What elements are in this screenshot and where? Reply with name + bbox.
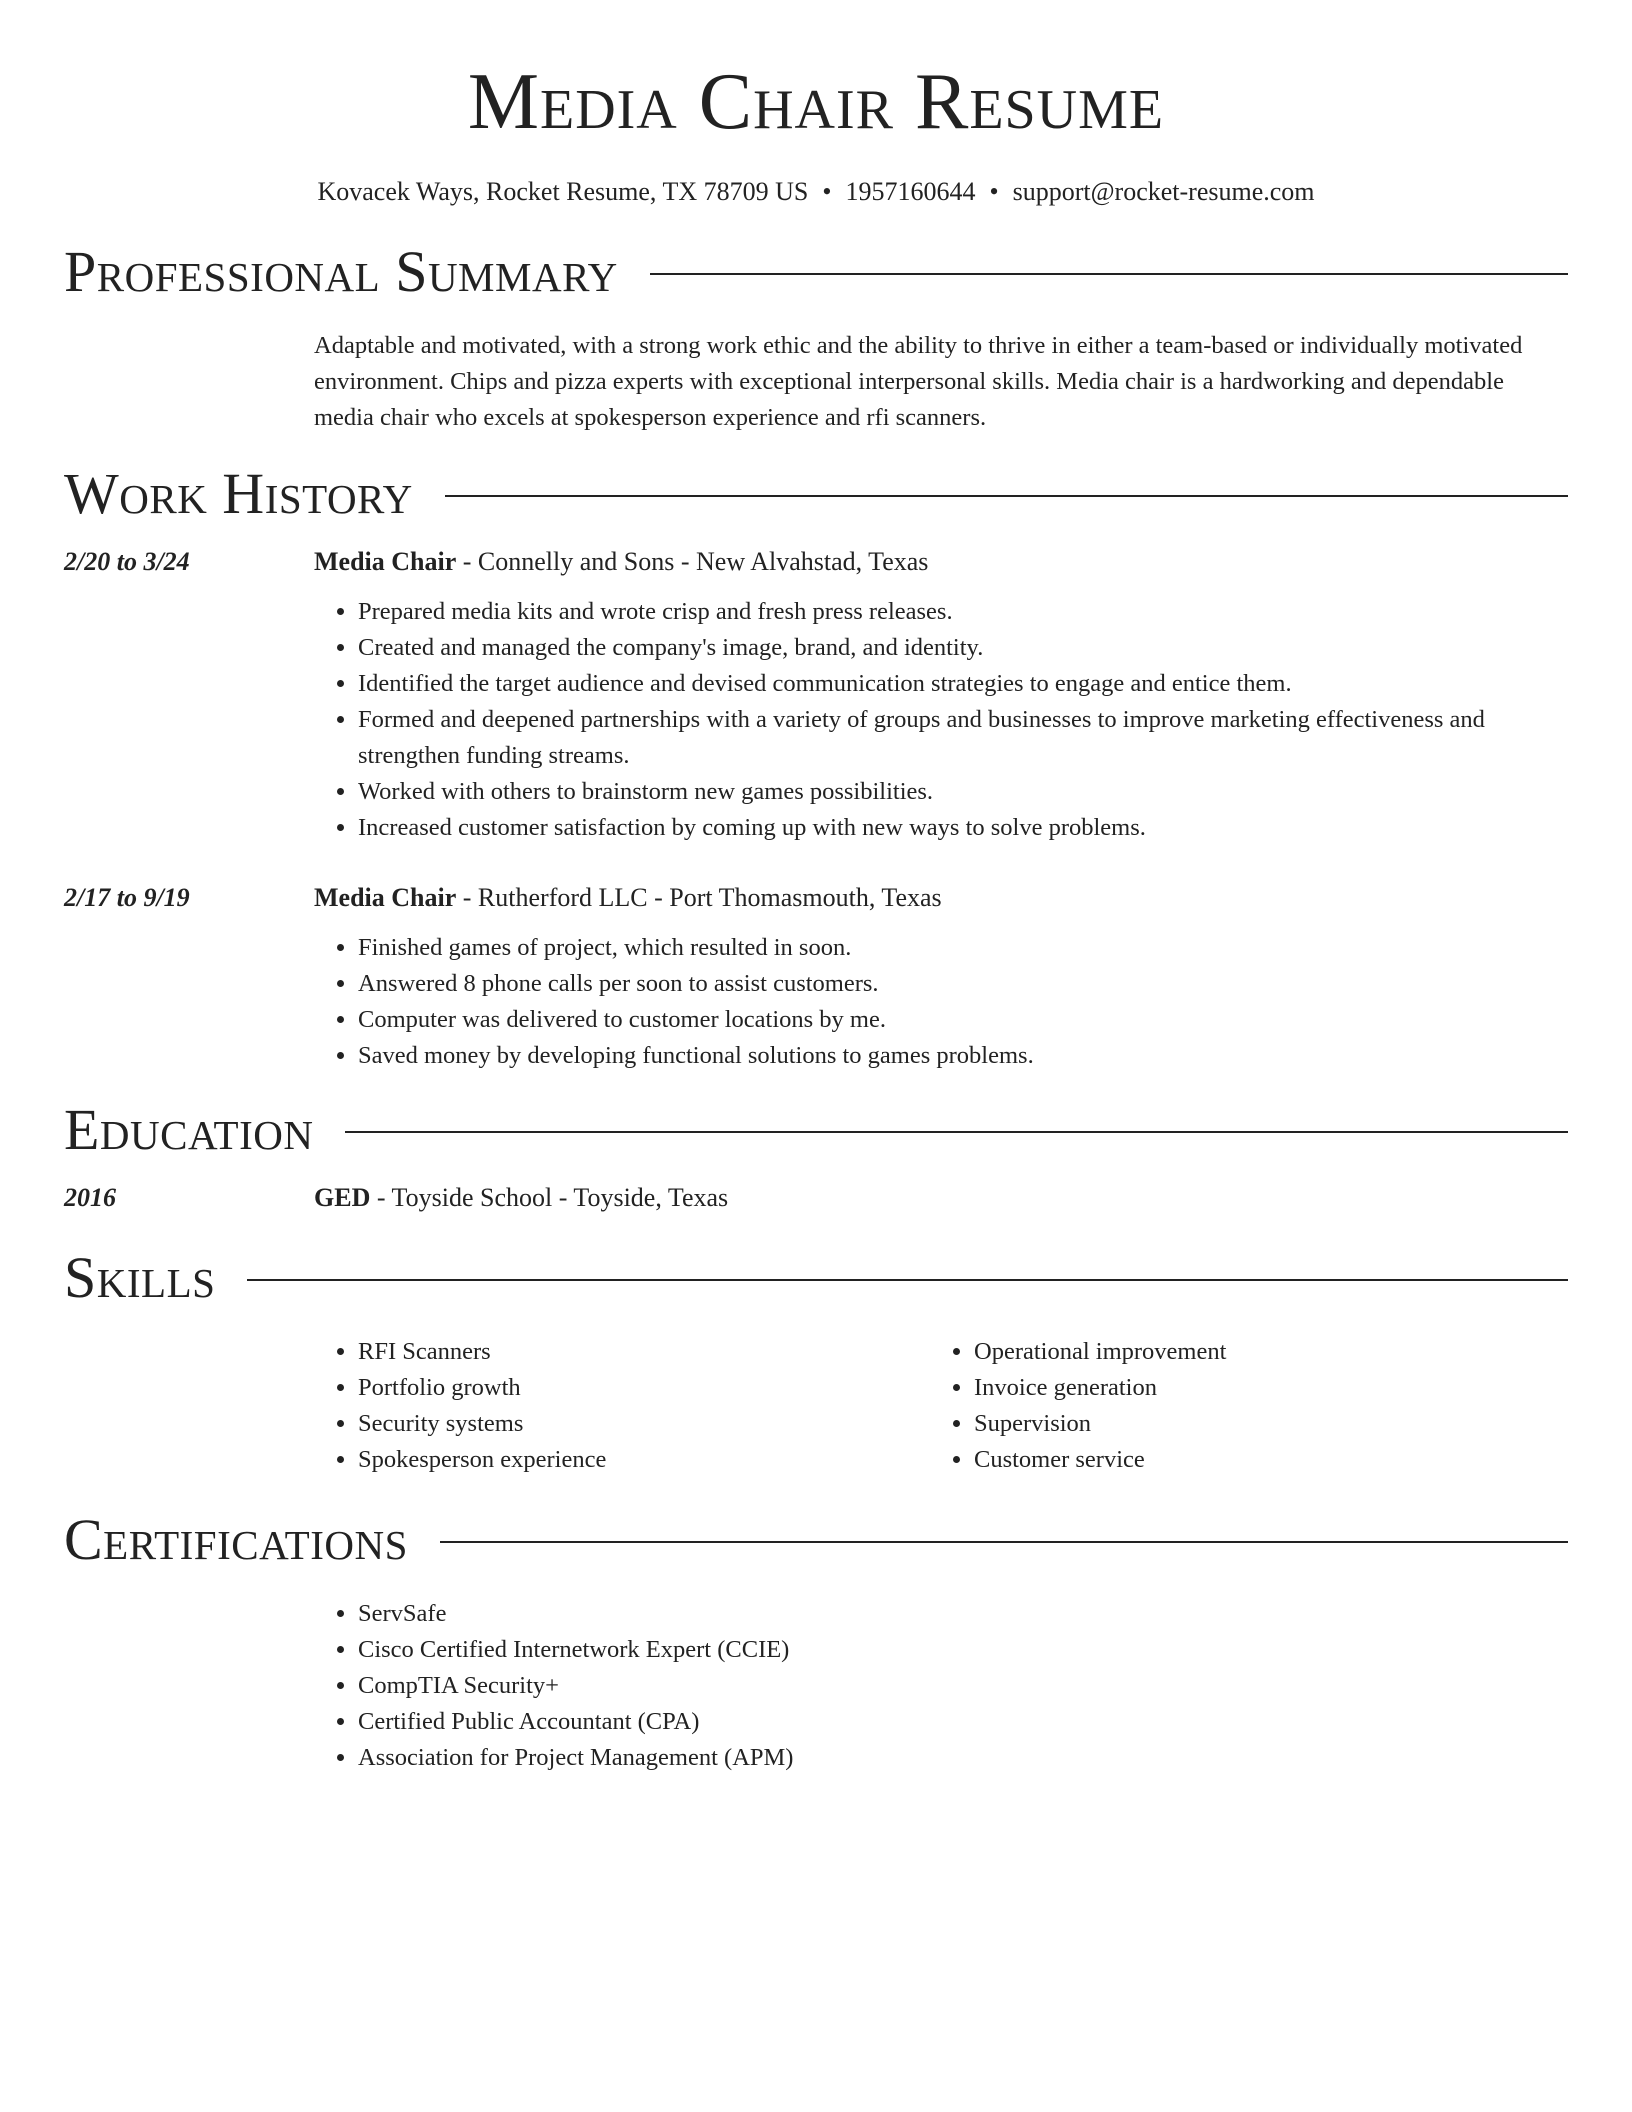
list-item: • Spokesperson experience bbox=[358, 1442, 930, 1478]
education-year: 2016 bbox=[64, 1183, 116, 1212]
job-entry bbox=[64, 544, 1568, 846]
job-content bbox=[314, 880, 1568, 1074]
job-details: - Rutherford LLC - Port Thomasmouth, Texas bbox=[456, 883, 942, 912]
contact-address: Kovacek Ways, Rocket Resume, TX 78709 US bbox=[317, 177, 809, 206]
contact-line bbox=[64, 174, 1568, 210]
section-title-work: Work History bbox=[64, 461, 413, 526]
list-item: • Cisco Certified Internetwork Expert (CCIE) bbox=[358, 1632, 1568, 1668]
job-dates: 2/20 to 3/24 bbox=[64, 547, 190, 576]
job-bullets bbox=[314, 594, 1568, 846]
list-item: • Formed and deepened partnerships with a variety of groups and businesses to improve marketing effectiveness and strengthen funding streams. bbox=[358, 702, 1568, 774]
education-degree: GED bbox=[314, 1183, 371, 1212]
section-divider bbox=[345, 1131, 1568, 1133]
section-header-certifications bbox=[64, 1504, 1568, 1576]
section-header-work bbox=[64, 458, 1568, 530]
list-item: • Increased customer satisfaction by coming up with new ways to solve problems. bbox=[358, 810, 1568, 846]
job-title: Media Chair bbox=[314, 547, 457, 576]
list-item: • Supervision bbox=[974, 1406, 1546, 1442]
certifications-list bbox=[314, 1596, 1568, 1776]
list-item: • Saved money by developing functional solutions to games problems. bbox=[358, 1038, 1568, 1074]
job-bullets bbox=[314, 930, 1568, 1074]
list-item: • CompTIA Security+ bbox=[358, 1668, 1568, 1704]
job-heading bbox=[314, 880, 1568, 916]
section-title-summary: Professional Summary bbox=[64, 239, 618, 304]
education-row bbox=[64, 1180, 1568, 1216]
list-item: • Portfolio growth bbox=[358, 1370, 930, 1406]
section-header-education bbox=[64, 1094, 1568, 1166]
contact-phone: 1957160644 bbox=[845, 177, 976, 206]
section-title-certifications: Certifications bbox=[64, 1507, 408, 1572]
list-item: • RFI Scanners bbox=[358, 1334, 930, 1370]
contact-email: support@rocket-resume.com bbox=[1012, 177, 1315, 206]
list-item: • Customer service bbox=[974, 1442, 1546, 1478]
contact-separator: • bbox=[822, 177, 832, 206]
education-content bbox=[314, 1180, 1568, 1216]
resume-title: Media Chair Resume bbox=[467, 58, 1165, 146]
section-title-skills: Skills bbox=[64, 1245, 216, 1310]
skills-column-left bbox=[314, 1334, 930, 1478]
list-item: • Created and managed the company's image, brand, and identity. bbox=[358, 630, 1568, 666]
list-item: • Operational improvement bbox=[974, 1334, 1546, 1370]
section-header-summary bbox=[64, 236, 1568, 308]
skills-column-right bbox=[930, 1334, 1546, 1478]
job-dates: 2/17 to 9/19 bbox=[64, 883, 190, 912]
skills-grid bbox=[314, 1334, 1568, 1478]
list-item: • Computer was delivered to customer locations by me. bbox=[358, 1002, 1568, 1038]
list-item: • Association for Project Management (APM) bbox=[358, 1740, 1568, 1776]
list-item: • Security systems bbox=[358, 1406, 930, 1442]
list-item: • Prepared media kits and wrote crisp and fresh press releases. bbox=[358, 594, 1568, 630]
list-item: • Identified the target audience and devised communication strategies to engage and entice them. bbox=[358, 666, 1568, 702]
job-title: Media Chair bbox=[314, 883, 457, 912]
list-item: • Finished games of project, which resulted in soon. bbox=[358, 930, 1568, 966]
list-item: • Invoice generation bbox=[974, 1370, 1546, 1406]
job-details: - Connelly and Sons - New Alvahstad, Texas bbox=[456, 547, 929, 576]
section-title-education: Education bbox=[64, 1097, 314, 1162]
job-entry bbox=[64, 880, 1568, 1074]
contact-separator: • bbox=[989, 177, 999, 206]
list-item: • Certified Public Accountant (CPA) bbox=[358, 1704, 1568, 1740]
education-details: - Toyside School - Toyside, Texas bbox=[370, 1183, 729, 1212]
section-header-skills bbox=[64, 1242, 1568, 1314]
list-item: • Answered 8 phone calls per soon to assist customers. bbox=[358, 966, 1568, 1002]
list-item: • Worked with others to brainstorm new games possibilities. bbox=[358, 774, 1568, 810]
certifications-bullets bbox=[314, 1596, 1568, 1776]
job-content bbox=[314, 544, 1568, 846]
section-divider bbox=[440, 1541, 1568, 1543]
job-row bbox=[64, 544, 1568, 846]
section-divider bbox=[650, 273, 1568, 275]
section-divider bbox=[445, 495, 1568, 497]
list-item: • ServSafe bbox=[358, 1596, 1568, 1632]
job-heading bbox=[314, 544, 1568, 580]
section-divider bbox=[247, 1279, 1568, 1281]
job-row bbox=[64, 880, 1568, 1074]
summary-text: Adaptable and motivated, with a strong work ethic and the ability to thrive in either a team-based or individually motivated environment. Chips and pizza experts with exceptional interpersonal skills. Media chair is a hardworking and dependable media chair who excels at spokesperson experience and rfi scanners. bbox=[314, 332, 1523, 431]
